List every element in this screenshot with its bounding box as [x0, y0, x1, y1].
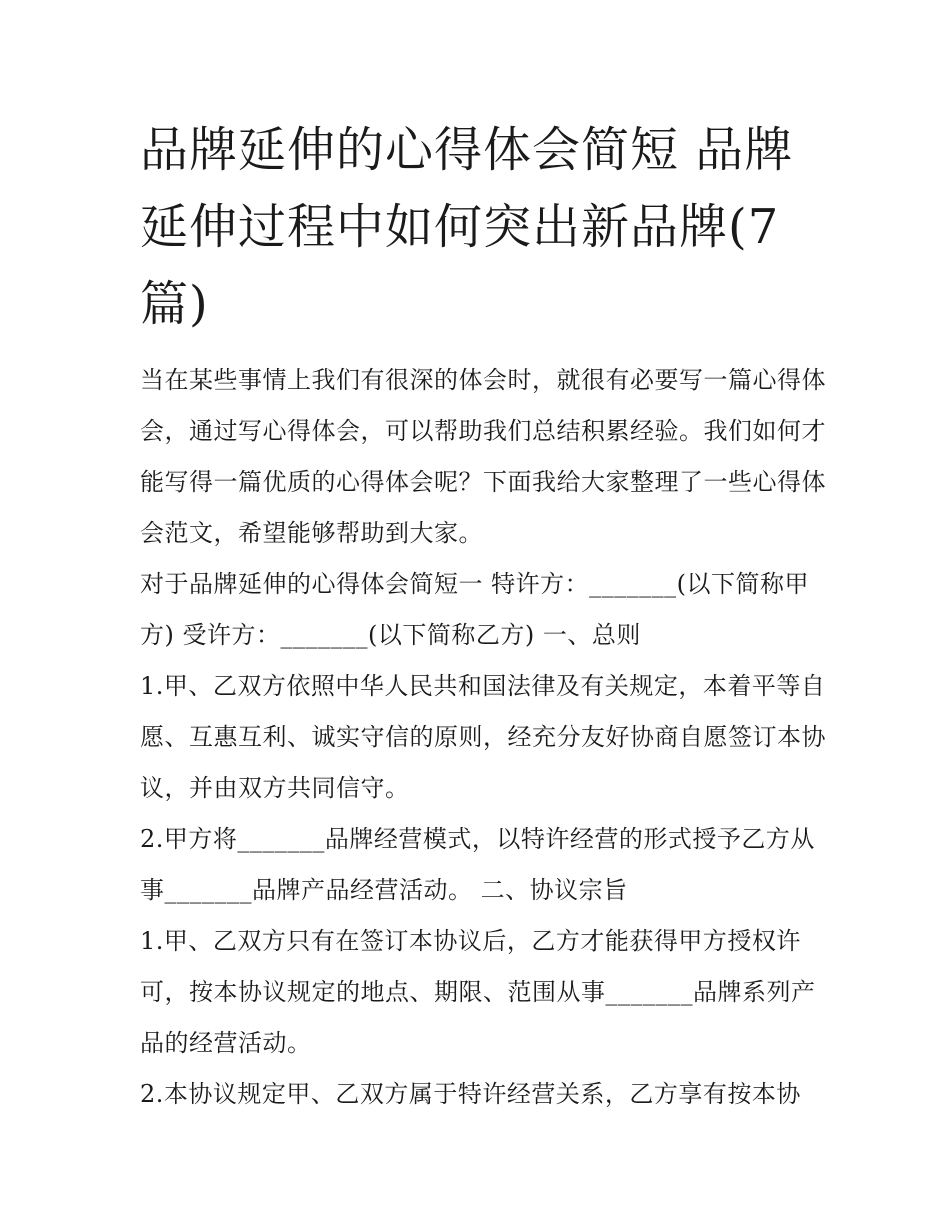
paragraph-purpose-1: 1.甲、乙双方只有在签订本协议后，乙方才能获得甲方授权许可，按本协议规定的地点、期限、范围从事_______品牌系列产品的经营活动。	[140, 927, 816, 1057]
paragraph-purpose-2: 2.本协议规定甲、乙双方属于特许经营关系，乙方享有按本协	[140, 1080, 801, 1108]
document-body	[140, 355, 830, 1120]
paragraph-intro: 当在某些事情上我们有很深的体会时，就很有必要写一篇心得体会，通过写心得体会，可以帮助我们总结积累经验。我们如何才能写得一篇优质的心得体会呢？下面我给大家整理了一些心得体会范文，希望能够帮助到大家。	[140, 366, 826, 547]
paragraph-parties: 对于品牌延伸的心得体会简短一 特许方：_______(以下简称甲方) 受许方：_______(以下简称乙方) 一、总则	[140, 570, 809, 649]
paragraph-general-2: 2.甲方将_______品牌经营模式，以特许经营的形式授予乙方从事_______品牌产品经营活动。 二、协议宗旨	[140, 825, 815, 904]
paragraph-general-1: 1.甲、乙双方依照中华人民共和国法律及有关规定，本着平等自愿、互惠互利、诚实守信的原则，经充分友好协商自愿签订本协议，并由双方共同信守。	[140, 672, 826, 802]
document-title: 品牌延伸的心得体会简短 品牌延伸过程中如何突出新品牌(7篇)	[140, 122, 794, 332]
